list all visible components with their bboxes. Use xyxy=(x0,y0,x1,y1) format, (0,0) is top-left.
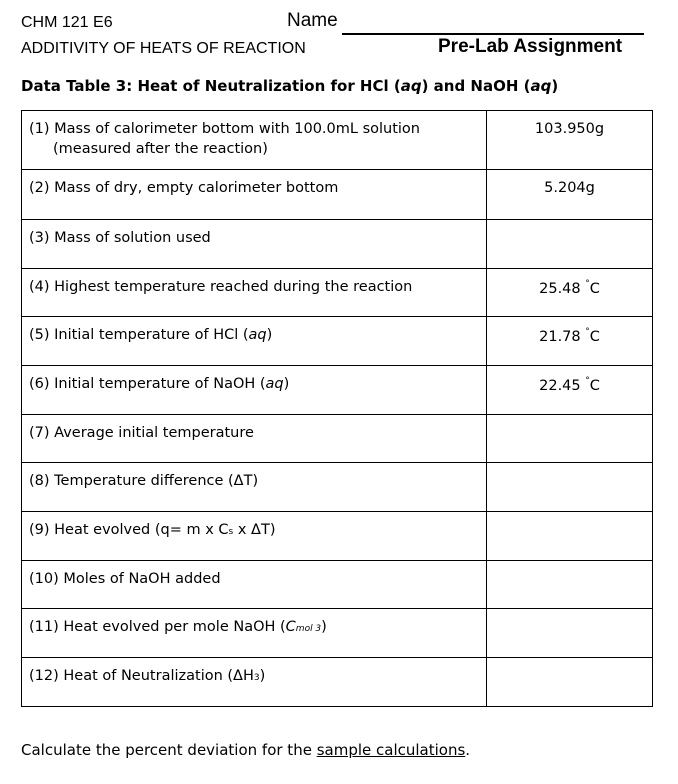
table-row xyxy=(22,111,653,170)
value-cell[interactable] xyxy=(487,512,653,561)
table-row xyxy=(22,415,653,463)
value-cell[interactable] xyxy=(487,111,653,170)
table-title: Data Table 3: Heat of Neutralization for HCl (aq) and NaOH (aq) xyxy=(21,77,559,95)
row-value: 25.48 °C xyxy=(539,279,600,297)
table-row xyxy=(22,366,653,415)
table-row xyxy=(22,561,653,609)
degree-symbol: ° xyxy=(585,327,590,337)
footer-instruction: Calculate the percent deviation for the sample calculations. xyxy=(21,741,471,759)
value-cell[interactable] xyxy=(487,463,653,512)
table-row xyxy=(22,658,653,707)
value-cell[interactable] xyxy=(487,658,653,707)
table-row xyxy=(22,317,653,366)
row-value xyxy=(487,220,652,230)
row-label: (4) Highest temperature reached during the reaction xyxy=(29,279,413,295)
degree-symbol: ° xyxy=(585,279,590,289)
row-label: (1) Mass of calorimeter bottom with 100.0mL solution xyxy=(29,121,420,137)
assignment-title: Pre-Lab Assignment xyxy=(438,36,623,57)
row-value: 22.45 °C xyxy=(539,376,600,394)
row-label: (12) Heat of Neutralization (ΔH3) xyxy=(29,668,266,684)
name-label: Name xyxy=(287,10,338,31)
row-label: (9) Heat evolved (q= m x Cs x ΔT) xyxy=(29,522,276,538)
value-cell[interactable] xyxy=(487,269,653,317)
row-value xyxy=(487,512,652,522)
value-cell[interactable] xyxy=(487,170,653,220)
row-label: (6) Initial temperature of NaOH (aq) xyxy=(29,376,290,392)
row-label: (2) Mass of dry, empty calorimeter bottom xyxy=(29,180,339,196)
row-value: 103.950g xyxy=(534,121,605,137)
table-row xyxy=(22,609,653,658)
data-table xyxy=(21,110,653,707)
row-label: (11) Heat evolved per mole NaOH (Cmol 3) xyxy=(29,619,327,635)
row-value xyxy=(487,561,652,571)
table-row xyxy=(22,512,653,561)
table-row xyxy=(22,220,653,269)
degree-symbol: ° xyxy=(585,376,590,386)
value-cell[interactable] xyxy=(487,317,653,366)
table-row xyxy=(22,269,653,317)
value-cell[interactable] xyxy=(487,415,653,463)
value-cell[interactable] xyxy=(487,561,653,609)
row-value xyxy=(487,609,652,619)
table-row xyxy=(22,463,653,512)
course-code: CHM 121 E6 xyxy=(21,14,113,31)
row-value xyxy=(487,658,652,668)
row-label-line2: (measured after the reaction) xyxy=(53,141,268,157)
row-value: 21.78 °C xyxy=(539,327,600,345)
value-cell[interactable] xyxy=(487,366,653,415)
row-label: (10) Moles of NaOH added xyxy=(29,571,221,587)
row-label: (5) Initial temperature of HCl (aq) xyxy=(29,327,273,343)
row-label: (7) Average initial temperature xyxy=(29,425,254,441)
row-value xyxy=(487,463,652,473)
table-row xyxy=(22,170,653,220)
value-cell[interactable] xyxy=(487,220,653,269)
sample-calculations-link[interactable]: sample calculations xyxy=(316,741,466,759)
row-label: (8) Temperature difference (ΔT) xyxy=(29,473,259,489)
row-value: 5.204g xyxy=(544,180,595,196)
row-label: (3) Mass of solution used xyxy=(29,230,211,246)
row-value xyxy=(487,415,652,425)
experiment-title: ADDITIVITY OF HEATS OF REACTION xyxy=(21,40,306,57)
value-cell[interactable] xyxy=(487,609,653,658)
name-line[interactable] xyxy=(342,33,644,35)
